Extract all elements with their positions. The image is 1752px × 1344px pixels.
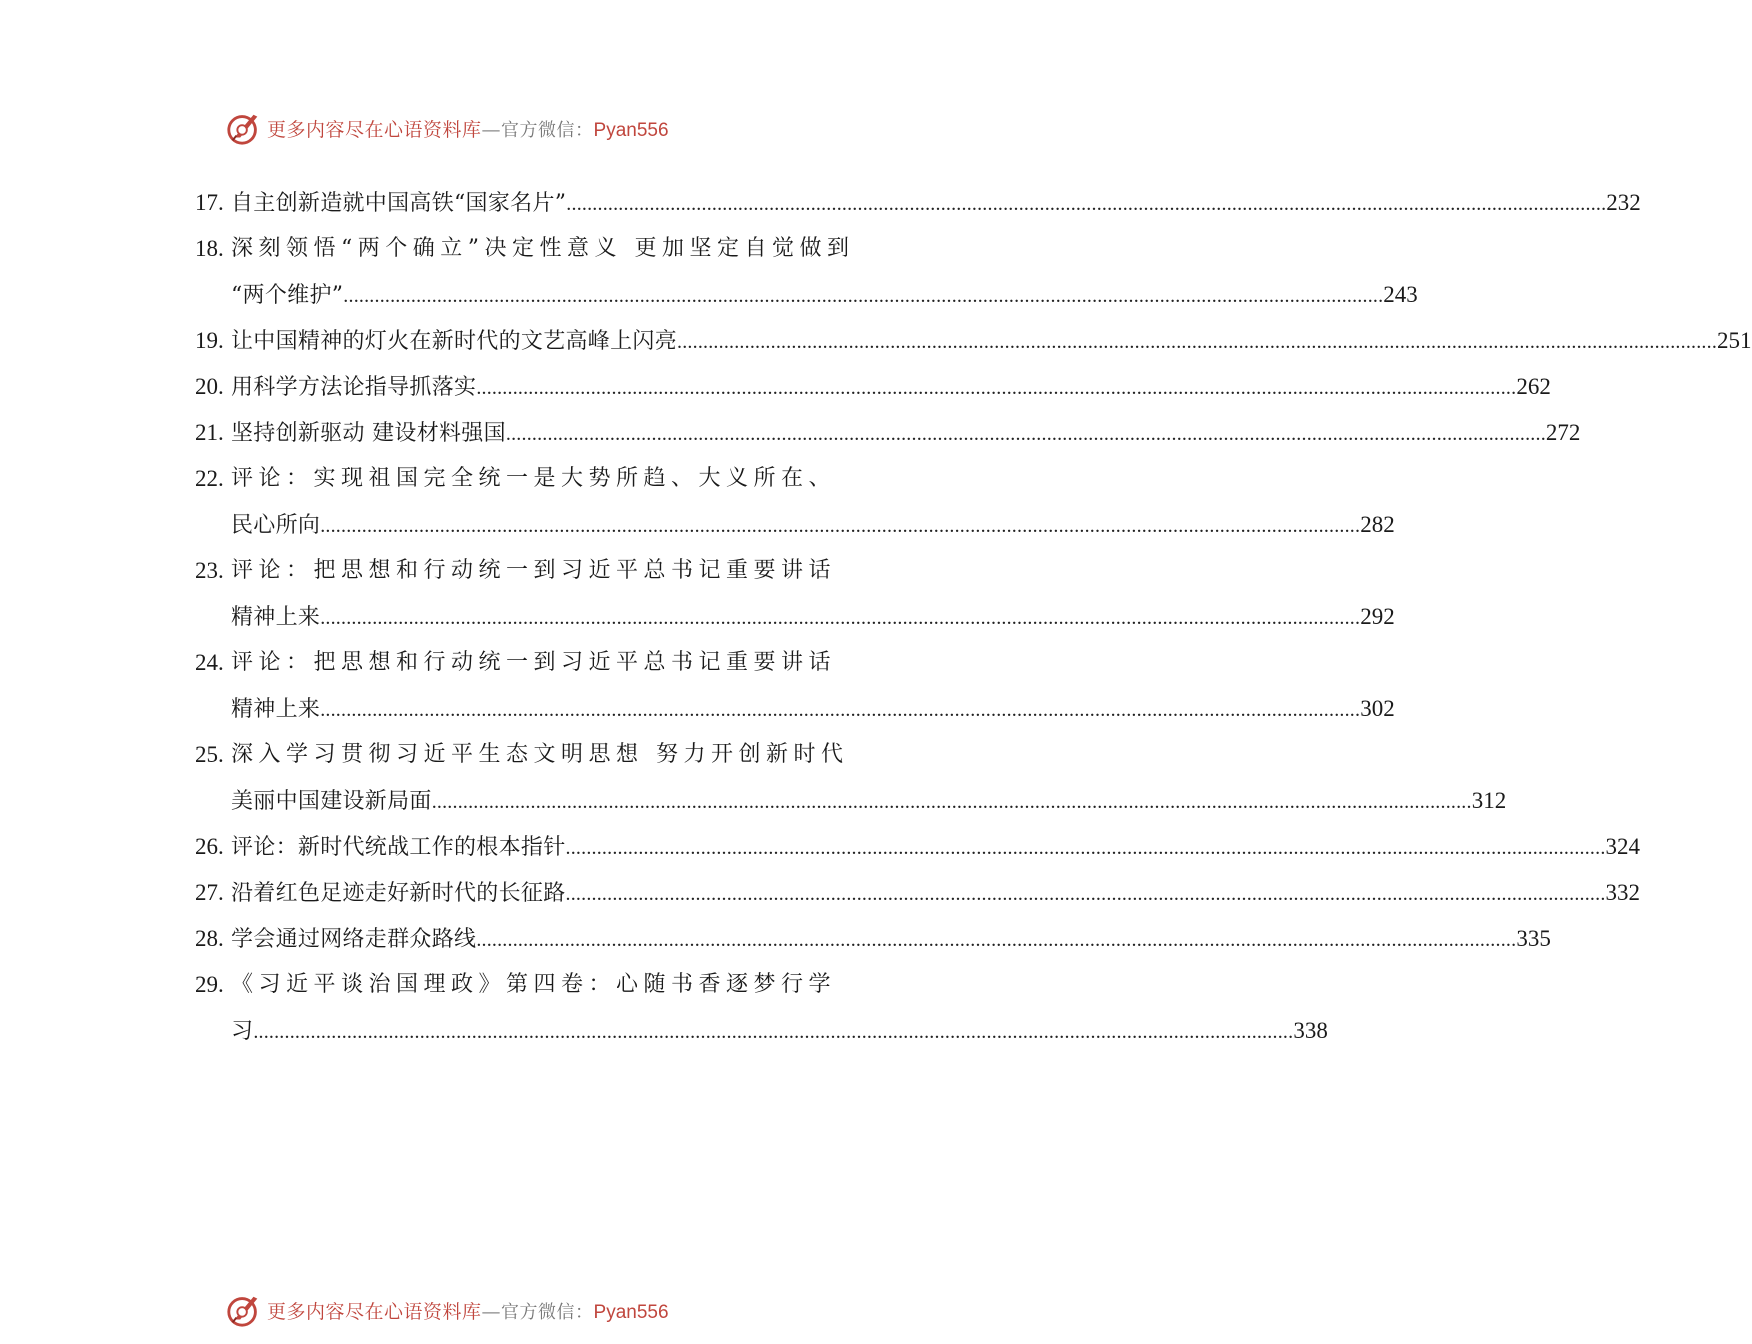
toc-entry-line (195, 548, 837, 594)
toc-entry-number: 17. (195, 190, 224, 215)
table-of-contents (195, 180, 1752, 1054)
toc-entry-number: 28. (195, 926, 224, 951)
toc-entry-number: 22. (195, 466, 224, 491)
toc-entry-line (195, 916, 1551, 962)
footer-banner (0, 1290, 950, 1330)
toc-page-number: 232 (1606, 190, 1641, 215)
toc-entry-line (195, 502, 1395, 548)
toc-page-number: 243 (1383, 282, 1418, 307)
toc-entry-leader-line (231, 326, 1752, 357)
toc-entry-number: 21. (195, 420, 224, 445)
toc-entry-title: 精神上来 (231, 697, 321, 722)
toc-entry-line (195, 824, 1641, 870)
toc-entry-title: 用科学方法论指导抓落实 (231, 375, 477, 400)
toc-entry-line (195, 1008, 1328, 1054)
toc-entry-title: 自主创新造就中国高铁“国家名片” (231, 191, 567, 216)
toc-dot-leader: ........................................................................................................................................................................................................ (320, 699, 1361, 721)
banner-handle: Pyan556 (593, 1301, 669, 1323)
toc-page-number: 282 (1360, 512, 1395, 537)
toc-entry-line (195, 778, 1507, 824)
toc-entry-title: 美丽中国建设新局面 (231, 789, 432, 814)
toc-entry-title: 评论：把思想和行动统一到习近平总书记重要讲话 (231, 650, 837, 675)
toc-page-number: 262 (1516, 374, 1551, 399)
toc-entry-number: 26. (195, 834, 224, 859)
toc-page-number: 251 (1717, 328, 1752, 353)
toc-dot-leader: ........................................................................................................................................................................................................ (343, 285, 1384, 307)
toc-entry-leader-line (231, 924, 1551, 955)
banner-main-text: 更多内容尽在心语资料库 (267, 118, 482, 141)
toc-entry-title: “两个维护” (231, 283, 344, 308)
toc-dot-leader: ........................................................................................................................................................................................................ (566, 193, 1607, 215)
toc-page-number: 332 (1605, 880, 1641, 905)
toc-entry-leader-line (231, 694, 1395, 725)
toc-entry-line (195, 732, 849, 778)
toc-entry-title: 沿着红色足迹走好新时代的长征路 (231, 881, 566, 906)
toc-entry-title: 深刻领悟“两个确立”决定性意义 更加坚定自觉做到 (231, 236, 855, 261)
toc-entry-title: 评论：新时代统战工作的根本指针 (231, 835, 566, 860)
toc-dot-leader: ........................................................................................................................................................................................................ (431, 791, 1472, 813)
toc-entry-leader-line (231, 1016, 1328, 1047)
toc-page-number: 272 (1545, 420, 1581, 445)
toc-entry-leader-line (231, 878, 1641, 909)
toc-page-number: 324 (1605, 834, 1641, 859)
toc-entry-title: 让中国精神的灯火在新时代的文艺高峰上闪亮 (231, 329, 678, 354)
toc-entry-leader-line (231, 188, 1641, 219)
banner-wechat-label: 官方微信： (501, 1301, 594, 1323)
toc-entry-line (195, 318, 1752, 364)
toc-entry-number: 18. (195, 236, 224, 261)
banner-handle: Pyan556 (593, 119, 669, 141)
toc-dot-leader: ........................................................................................................................................................................................................ (253, 1021, 1294, 1043)
toc-entry-line (195, 640, 837, 686)
toc-entry-title: 学会通过网络走群众路线 (231, 927, 477, 952)
toc-entry-line (195, 410, 1581, 456)
header-banner (0, 108, 950, 148)
toc-entry-number: 25. (195, 742, 224, 767)
toc-entry-leader-line (231, 280, 1418, 311)
quill-pen-logo-icon (225, 109, 263, 147)
toc-entry-line (195, 364, 1551, 410)
toc-entry-line (195, 272, 1418, 318)
banner-main-text: 更多内容尽在心语资料库 (267, 1300, 482, 1323)
toc-entry-line (195, 962, 837, 1008)
toc-page-number: 335 (1516, 926, 1551, 951)
toc-dot-leader: ........................................................................................................................................................................................................ (505, 423, 1546, 445)
banner-wechat-label: 官方微信： (501, 119, 594, 141)
toc-entry-line (195, 594, 1395, 640)
toc-entry-line (195, 870, 1641, 916)
toc-entry-number: 23. (195, 558, 224, 583)
toc-entry-title: 评论：实现祖国完全统一是大势所趋、大义所在、 (231, 466, 837, 491)
toc-entry-title: 坚持创新驱动 建设材料强国 (231, 421, 506, 446)
toc-entry-title: 《习近平谈治国理政》第四卷：心随书香逐梦行学 (231, 972, 837, 997)
toc-page-number: 292 (1360, 604, 1395, 629)
toc-entry-title: 民心所向 (231, 513, 321, 538)
toc-entry-number: 29. (195, 972, 224, 997)
toc-entry-line (195, 226, 855, 272)
toc-entry-number: 24. (195, 650, 224, 675)
toc-entry-leader-line (231, 786, 1507, 817)
toc-dot-leader: ........................................................................................................................................................................................................ (476, 929, 1517, 951)
toc-entry-leader-line (231, 418, 1581, 449)
toc-page-number: 312 (1471, 788, 1507, 813)
banner-dash: — (481, 118, 502, 141)
toc-entry-title: 精神上来 (231, 605, 321, 630)
toc-entry-title: 深入学习贯彻习近平生态文明思想 努力开创新时代 (231, 742, 849, 767)
toc-entry-line (195, 686, 1395, 732)
toc-entry-title: 习 (231, 1019, 254, 1044)
toc-entry-leader-line (231, 372, 1551, 403)
toc-dot-leader: ........................................................................................................................................................................................................ (476, 377, 1517, 399)
toc-entry-number: 19. (195, 328, 224, 353)
quill-pen-logo-icon (225, 1291, 263, 1329)
toc-dot-leader: ........................................................................................................................................................................................................ (565, 883, 1606, 905)
toc-dot-leader: ........................................................................................................................................................................................................ (320, 607, 1361, 629)
toc-entry-line (195, 456, 837, 502)
toc-entry-number: 27. (195, 880, 224, 905)
toc-entry-leader-line (231, 602, 1395, 633)
toc-entry-title: 评论：把思想和行动统一到习近平总书记重要讲话 (231, 558, 837, 583)
toc-entry-leader-line (231, 832, 1641, 863)
toc-page-number: 302 (1360, 696, 1395, 721)
toc-dot-leader: ........................................................................................................................................................................................................ (320, 515, 1361, 537)
toc-dot-leader: ........................................................................................................................................................................................................ (565, 837, 1606, 859)
toc-dot-leader: ........................................................................................................................................................................................................ (677, 331, 1718, 353)
toc-entry-number: 20. (195, 374, 224, 399)
toc-page-number: 338 (1293, 1018, 1328, 1043)
toc-entry-leader-line (231, 510, 1395, 541)
toc-entry-line (195, 180, 1641, 226)
banner-dash: — (481, 1300, 502, 1323)
